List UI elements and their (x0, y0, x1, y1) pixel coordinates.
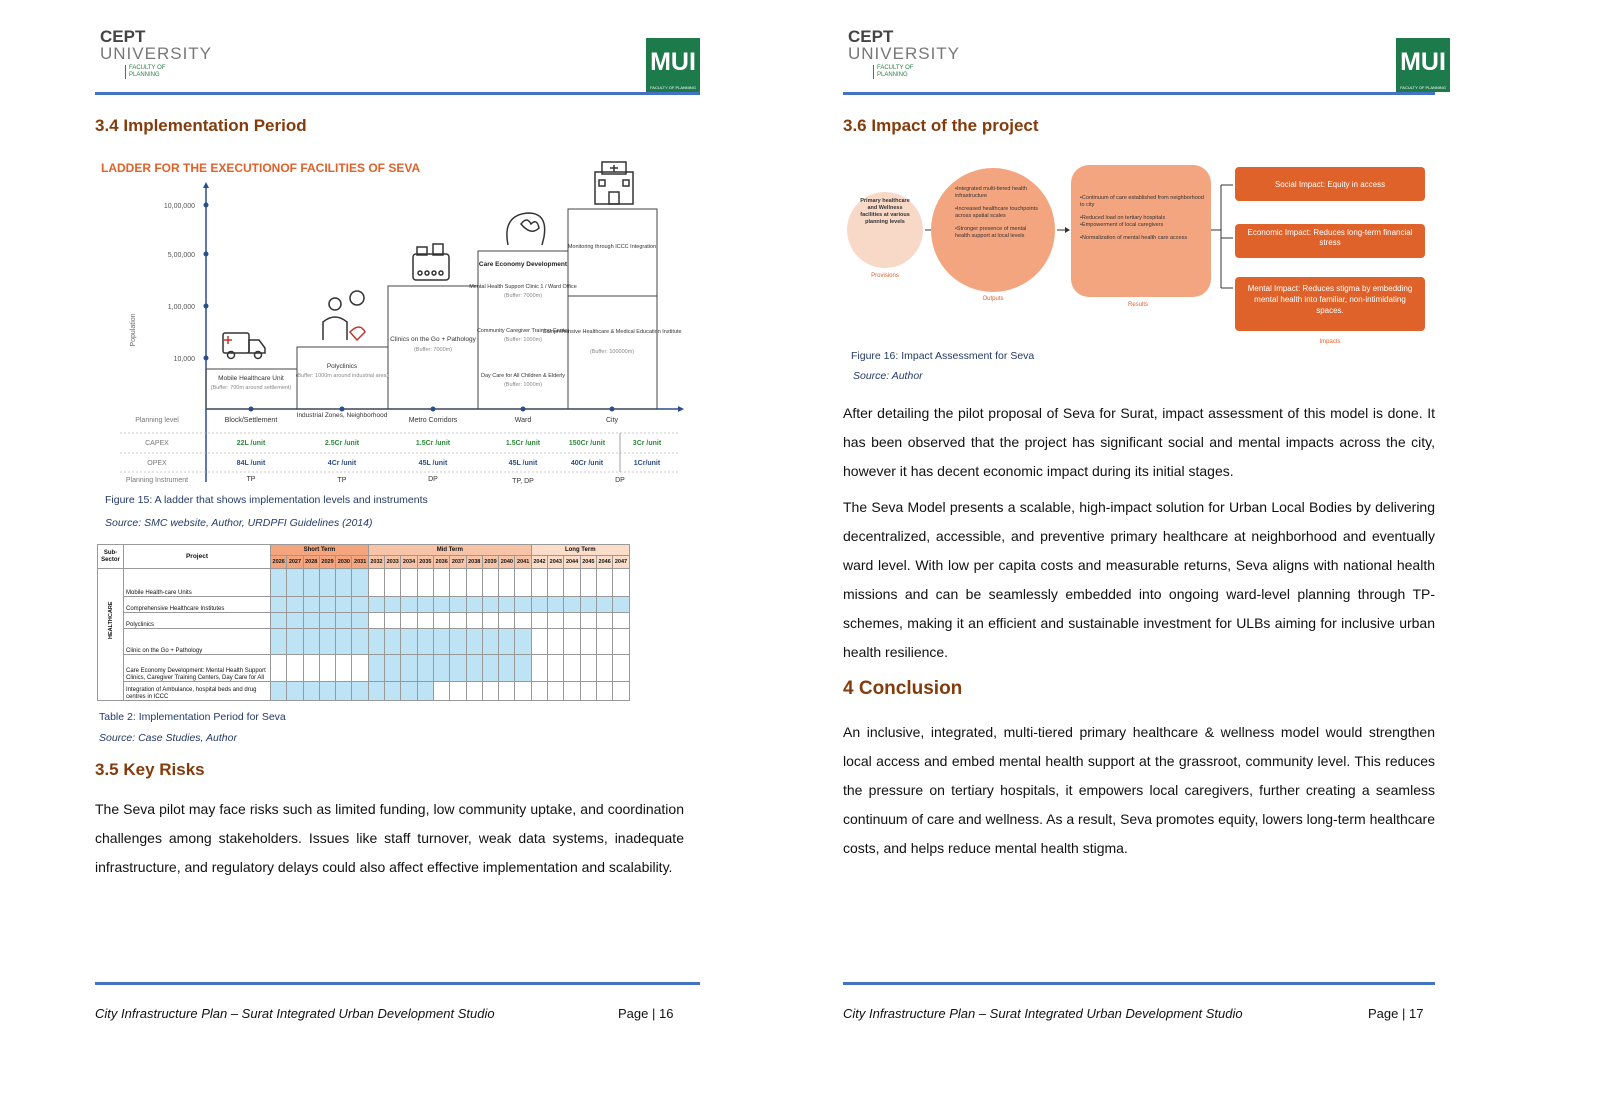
schedule-cell (368, 613, 384, 629)
capex-3: 1.5Cr /unit (415, 440, 451, 447)
planning-level-4: Ward (514, 417, 532, 424)
step-2-sub: (Buffer: 1000m around industrial area) (295, 373, 389, 379)
instrument-4: TP, DP (512, 478, 534, 485)
schedule-cell (499, 569, 515, 597)
results-list: •Continuum of care established from neighborhood to city •Reduced load on tertiary hospitals •Empowerment of local caregivers •Normalization of mental health care access (1080, 195, 1204, 241)
schedule-cell (352, 629, 368, 655)
schedule-cell (385, 682, 401, 701)
year-header: 2031 (352, 556, 368, 569)
schedule-cell (531, 569, 547, 597)
header-short-term: Short Term (271, 545, 369, 556)
mind-care-icon (507, 213, 545, 245)
table-row (98, 655, 630, 682)
schedule-cell (303, 629, 319, 655)
figure-15-caption: Figure 15: A ladder that shows implementation levels and instruments (105, 494, 428, 506)
year-header: 2026 (271, 556, 287, 569)
ambulance-icon (223, 333, 265, 359)
schedule-cell (385, 569, 401, 597)
schedule-cell (417, 682, 433, 701)
opex-5: 40Cr /unit (570, 460, 604, 467)
schedule-cell (613, 613, 629, 629)
table-2-caption: Table 2: Implementation Period for Seva (99, 711, 286, 723)
schedule-cell (336, 613, 352, 629)
step-4-sub1: (Buffer: 7000m) (503, 293, 543, 299)
schedule-cell (466, 569, 482, 597)
step-4-sub3: (Buffer: 1000m) (503, 382, 543, 388)
cept-logo: CEPT UNIVERSITY FACULTY OF PLANNING (100, 27, 213, 78)
schedule-cell (548, 597, 564, 613)
schedule-cell (287, 629, 303, 655)
schedule-cell (336, 569, 352, 597)
schedule-cell (597, 655, 613, 682)
key-risks-paragraph: The Seva pilot may face risks such as limited funding, low community uptake, and coordination challenges among stakeholders. Issues like staff turnover, weak data systems, inadequate infrastructure, and regulatory delays could also affect effective implementation and scalability. (95, 801, 684, 875)
capex-5: 150Cr /unit (568, 440, 606, 447)
schedule-cell (434, 629, 450, 655)
year-header: 2039 (482, 556, 498, 569)
schedule-cell (336, 629, 352, 655)
schedule-cell (303, 613, 319, 629)
step-4-sub2: (Buffer: 1000m) (503, 337, 543, 343)
schedule-cell (613, 569, 629, 597)
schedule-cell (417, 655, 433, 682)
schedule-cell (319, 597, 335, 613)
schedule-cell (287, 613, 303, 629)
page-header (838, 28, 1448, 98)
schedule-cell (613, 682, 629, 701)
table-row (98, 629, 630, 655)
schedule-cell (564, 629, 580, 655)
schedule-cell (482, 655, 498, 682)
project-name: Integration of Ambulance, hospital beds and drug centres in ICCC (124, 682, 271, 701)
heading-key-risks: 3.5 Key Risks (95, 760, 205, 779)
schedule-cell (352, 613, 368, 629)
header-project: Project (124, 545, 271, 569)
schedule-cell (303, 597, 319, 613)
schedule-cell (319, 629, 335, 655)
schedule-cell (531, 613, 547, 629)
schedule-cell (466, 597, 482, 613)
schedule-cell (352, 597, 368, 613)
schedule-cell (482, 682, 498, 701)
page-header (90, 28, 700, 98)
capex-2: 2.5Cr /unit (324, 440, 360, 447)
schedule-cell (548, 613, 564, 629)
schedule-cell (319, 682, 335, 701)
provisions-text: Primary healthcare and Wellness facilities at various planning levels (860, 198, 910, 225)
year-header: 2044 (564, 556, 580, 569)
schedule-cell (319, 613, 335, 629)
schedule-cell (287, 682, 303, 701)
schedule-cell (336, 655, 352, 682)
schedule-cell (401, 629, 417, 655)
planning-level-2: Industrial Zones, Neighborhood (296, 412, 388, 419)
header-rule (843, 92, 1435, 95)
y-tick-label: 5,00,000 (167, 252, 195, 259)
schedule-cell (303, 569, 319, 597)
schedule-cell (385, 629, 401, 655)
schedule-cell (482, 629, 498, 655)
project-name: Care Economy Development: Mental Health Support Clinics, Caregiver Training Centers, Day Care for All (124, 655, 271, 682)
year-header: 2035 (417, 556, 433, 569)
schedule-cell (499, 655, 515, 682)
schedule-cell (564, 569, 580, 597)
mui-logo: MUI FACULTY OF PLANNING (1396, 38, 1450, 92)
schedule-cell (336, 597, 352, 613)
planning-level-5: City (605, 417, 619, 424)
schedule-cell (482, 569, 498, 597)
schedule-cell (368, 597, 384, 613)
year-header: 2045 (580, 556, 596, 569)
schedule-cell (548, 655, 564, 682)
provisions-label: Provisions (871, 273, 899, 279)
y-tick-label: 10,000 (173, 356, 195, 363)
schedule-cell (515, 629, 531, 655)
schedule-cell (515, 655, 531, 682)
header-mid-term: Mid Term (368, 545, 531, 556)
year-header: 2028 (303, 556, 319, 569)
table-row (98, 613, 630, 629)
step-5-text2: Comprehensive Healthcare & Medical Education Institute (542, 329, 682, 335)
schedule-cell (466, 613, 482, 629)
header-subsector: Sub-Sector (98, 545, 124, 569)
planning-level-1: Block/Settlement (224, 417, 278, 424)
schedule-cell (271, 569, 287, 597)
schedule-cell (466, 629, 482, 655)
schedule-cell (531, 629, 547, 655)
table-row (98, 569, 630, 597)
year-header: 2046 (597, 556, 613, 569)
year-header: 2043 (548, 556, 564, 569)
schedule-cell (352, 569, 368, 597)
schedule-cell (499, 682, 515, 701)
step-1-sub: (Buffer: 700m around settlement) (210, 385, 292, 391)
row-label-opex: OPEX (147, 460, 167, 467)
ladder-figure (95, 150, 695, 490)
row-label-capex: CAPEX (145, 440, 169, 447)
schedule-cell (531, 682, 547, 701)
page-number: Page | 17 (1368, 1006, 1424, 1021)
x-axis-arrow (678, 406, 684, 412)
heading-impact: 3.6 Impact of the project (843, 116, 1039, 135)
schedule-cell (271, 682, 287, 701)
step-4-text1: Mental Health Support Clinic 1 / Ward Office (469, 284, 577, 290)
schedule-cell (401, 597, 417, 613)
social-impact-text: Social Impact: Equity in access (1274, 180, 1386, 189)
y-axis-label: Population (130, 313, 137, 347)
schedule-cell (597, 569, 613, 597)
schedule-cell (548, 682, 564, 701)
project-name: Clinic on the Go + Pathology (124, 629, 271, 655)
instrument-3: DP (428, 476, 438, 483)
schedule-cell (319, 569, 335, 597)
table-2-source: Source: Case Studies, Author (99, 732, 237, 744)
page-17 (838, 0, 1538, 1119)
schedule-cell (450, 629, 466, 655)
figure-16-caption: Figure 16: Impact Assessment for Seva (851, 350, 1035, 362)
schedule-cell (303, 682, 319, 701)
schedule-cell (287, 655, 303, 682)
schedule-cell (515, 569, 531, 597)
schedule-cell (450, 613, 466, 629)
schedule-cell (303, 655, 319, 682)
schedule-cell (417, 597, 433, 613)
step-1-text: Mobile Healthcare Unit (218, 375, 284, 382)
year-header: 2037 (450, 556, 466, 569)
table-row (98, 682, 630, 701)
outputs-label: Outputs (982, 296, 1004, 302)
y-ticks (164, 203, 209, 364)
schedule-cell (417, 613, 433, 629)
schedule-cell (564, 655, 580, 682)
schedule-cell (352, 682, 368, 701)
schedule-cell (368, 569, 384, 597)
footer-rule (95, 982, 700, 985)
schedule-cell (450, 569, 466, 597)
schedule-cell (287, 597, 303, 613)
capex-1: 22L /unit (236, 440, 266, 447)
impacts-label: Impacts (1319, 339, 1341, 345)
schedule-cell (352, 655, 368, 682)
schedule-cell (466, 682, 482, 701)
year-header: 2036 (434, 556, 450, 569)
schedule-cell (401, 569, 417, 597)
row-label-planning-level: Planning level (135, 417, 179, 424)
year-header: 2027 (287, 556, 303, 569)
figure-16-source: Source: Author (853, 370, 923, 382)
schedule-cell (515, 597, 531, 613)
step-city (568, 209, 657, 409)
medicine-icon (413, 244, 449, 280)
schedule-cell (368, 655, 384, 682)
planning-level-3: Metro Corridors (408, 417, 458, 424)
economic-impact-text: Economic Impact: Reduces long-term financial stress (1247, 228, 1413, 247)
schedule-cell (417, 569, 433, 597)
conclusion-paragraph: An inclusive, integrated, multi-tiered primary healthcare & wellness model would strengthen local access and embed mental health support at the grassroot, community level. This reduces the pressure on tertiary hospitals, it empowers local caregivers, further creating a seamless continuum of care and wellness. As a result, Seva promotes equity, lowers long-term healthcare costs, and helps reduce mental health stigma. (843, 724, 1435, 856)
schedule-cell (499, 629, 515, 655)
schedule-cell (401, 613, 417, 629)
opex-3: 45L /unit (418, 460, 448, 467)
hospital-icon (595, 162, 633, 204)
schedule-cell (271, 629, 287, 655)
opex-1: 84L /unit (236, 460, 266, 467)
schedule-cell (434, 597, 450, 613)
schedule-cell (613, 655, 629, 682)
row-label-instrument: Planning Instrument (125, 477, 189, 484)
capex-6: 3Cr /unit (632, 440, 662, 447)
heading-conclusion: 4 Conclusion (843, 678, 963, 699)
schedule-cell (580, 597, 596, 613)
step-3-sub: (Buffer: 7000m) (413, 347, 453, 353)
project-name: Polyclinics (124, 613, 271, 629)
schedule-cell (597, 682, 613, 701)
outputs-list: •Integrated multi-tiered health infrastructure •Increased healthcare touchpoints across spatial scales •Stronger presence of mental health support at local levels (955, 186, 1038, 239)
footer-title: City Infrastructure Plan – Surat Integrated Urban Development Studio (95, 1006, 495, 1021)
results-label: Results (1127, 302, 1149, 308)
instrument-5: DP (615, 477, 625, 484)
doctor-icon (323, 291, 365, 340)
page-16 (90, 0, 790, 1119)
schedule-cell (385, 655, 401, 682)
project-name: Comprehensive Healthcare Institutes (124, 597, 271, 613)
step-4-text3: Day Care for All Children & Elderly (480, 373, 566, 379)
schedule-cell (434, 682, 450, 701)
schedule-cell (548, 569, 564, 597)
header-rule (95, 92, 700, 95)
schedule-cell (417, 629, 433, 655)
schedule-cell (385, 613, 401, 629)
project-name: Mobile Health-care Units (124, 569, 271, 597)
capex-4: 1.5Cr /unit (505, 440, 541, 447)
schedule-cell (580, 629, 596, 655)
y-tick-label: 10,00,000 (163, 203, 195, 210)
implementation-period-table (97, 544, 630, 701)
schedule-cell (580, 655, 596, 682)
schedule-cell (466, 655, 482, 682)
schedule-cell (271, 655, 287, 682)
step-2-text: Polyclinics (326, 363, 358, 370)
step-4-title: Care Economy Development (478, 261, 568, 268)
schedule-cell (499, 613, 515, 629)
header-long-term: Long Term (531, 545, 629, 556)
page-number: Page | 16 (618, 1006, 674, 1021)
schedule-cell (613, 597, 629, 613)
schedule-cell (271, 613, 287, 629)
schedule-cell (531, 655, 547, 682)
schedule-cell (597, 597, 613, 613)
impact-paragraph-2: The Seva Model presents a scalable, high-impact solution for Urban Local Bodies by delivering decentralized, accessible, and preventive primary healthcare at neighborhood and eventually ward level. With low per capita costs and measurable returns, Seva aligns with national health missions and can be seamlessly embedded into ongoing ward-level planning through TP-schemes, making it an efficient and sustainable investment for ULBs aiming for inclusive urban health resilience. (843, 499, 1435, 660)
y-axis-arrow (203, 182, 209, 188)
schedule-cell (564, 597, 580, 613)
year-header: 2032 (368, 556, 384, 569)
schedule-cell (580, 569, 596, 597)
schedule-cell (613, 629, 629, 655)
schedule-cell (482, 613, 498, 629)
instrument-2: TP (337, 477, 347, 484)
schedule-cell (401, 682, 417, 701)
figure-15-source: Source: SMC website, Author, URDPFI Guidelines (2014) (105, 517, 373, 529)
schedule-cell (450, 597, 466, 613)
schedule-cell (597, 629, 613, 655)
year-header: 2040 (499, 556, 515, 569)
schedule-cell (580, 682, 596, 701)
schedule-cell (368, 629, 384, 655)
step-4-text2: Community Caregiver Training Center (476, 328, 570, 334)
heading-implementation-period: 3.4 Implementation Period (95, 116, 307, 135)
year-header: 2029 (319, 556, 335, 569)
schedule-cell (434, 655, 450, 682)
schedule-cell (450, 655, 466, 682)
instrument-1: TP (246, 476, 256, 483)
year-header: 2030 (336, 556, 352, 569)
opex-4: 45L /unit (508, 460, 538, 467)
schedule-cell (401, 655, 417, 682)
table-row (98, 597, 630, 613)
schedule-cell (597, 613, 613, 629)
opex-6: 1Cr/unit (633, 460, 661, 467)
schedule-cell (368, 682, 384, 701)
footer-rule (843, 982, 1435, 985)
schedule-cell (271, 597, 287, 613)
mental-impact-text: Mental Impact: Reduces stigma by embedding mental health into familiar, non-intimidating spaces. (1247, 284, 1413, 315)
year-header: 2041 (515, 556, 531, 569)
footer-title: City Infrastructure Plan – Surat Integrated Urban Development Studio (843, 1006, 1243, 1021)
schedule-cell (548, 629, 564, 655)
schedule-cell (515, 613, 531, 629)
schedule-cell (564, 682, 580, 701)
year-header: 2038 (466, 556, 482, 569)
sector-cell: HEALTHCARE (98, 569, 124, 701)
schedule-cell (434, 569, 450, 597)
year-header: 2047 (613, 556, 629, 569)
year-header: 2034 (401, 556, 417, 569)
step-5-text1: Monitoring through ICCC Integration (567, 244, 657, 250)
schedule-cell (450, 682, 466, 701)
schedule-cell (564, 613, 580, 629)
ladder-title: LADDER FOR THE EXECUTIONOF FACILITIES OF SEVA (101, 161, 421, 175)
step-3-text: Clinics on the Go + Pathology (390, 336, 476, 343)
schedule-cell (531, 597, 547, 613)
schedule-cell (287, 569, 303, 597)
opex-2: 4Cr /unit (327, 460, 357, 467)
schedule-cell (434, 613, 450, 629)
schedule-cell (580, 613, 596, 629)
implementation-table (97, 544, 630, 701)
year-header: 2033 (385, 556, 401, 569)
year-header: 2042 (531, 556, 547, 569)
cept-logo: CEPT UNIVERSITY FACULTY OF PLANNING (848, 27, 961, 78)
schedule-cell (319, 655, 335, 682)
schedule-cell (336, 682, 352, 701)
schedule-cell (482, 597, 498, 613)
mui-logo: MUI FACULTY OF PLANNING (646, 38, 700, 92)
schedule-cell (515, 682, 531, 701)
y-tick-label: 1,00,000 (167, 304, 195, 311)
impact-paragraph-1: After detailing the pilot proposal of Seva for Surat, impact assessment of this model is done. It has been observed that the project has significant social and mental impacts across the city, however it has decent economic impact during its initial stages. (843, 405, 1435, 479)
step-5-sub2: (Buffer: 100000m) (589, 349, 635, 355)
schedule-cell (499, 597, 515, 613)
schedule-cell (385, 597, 401, 613)
impact-diagram (843, 160, 1443, 350)
